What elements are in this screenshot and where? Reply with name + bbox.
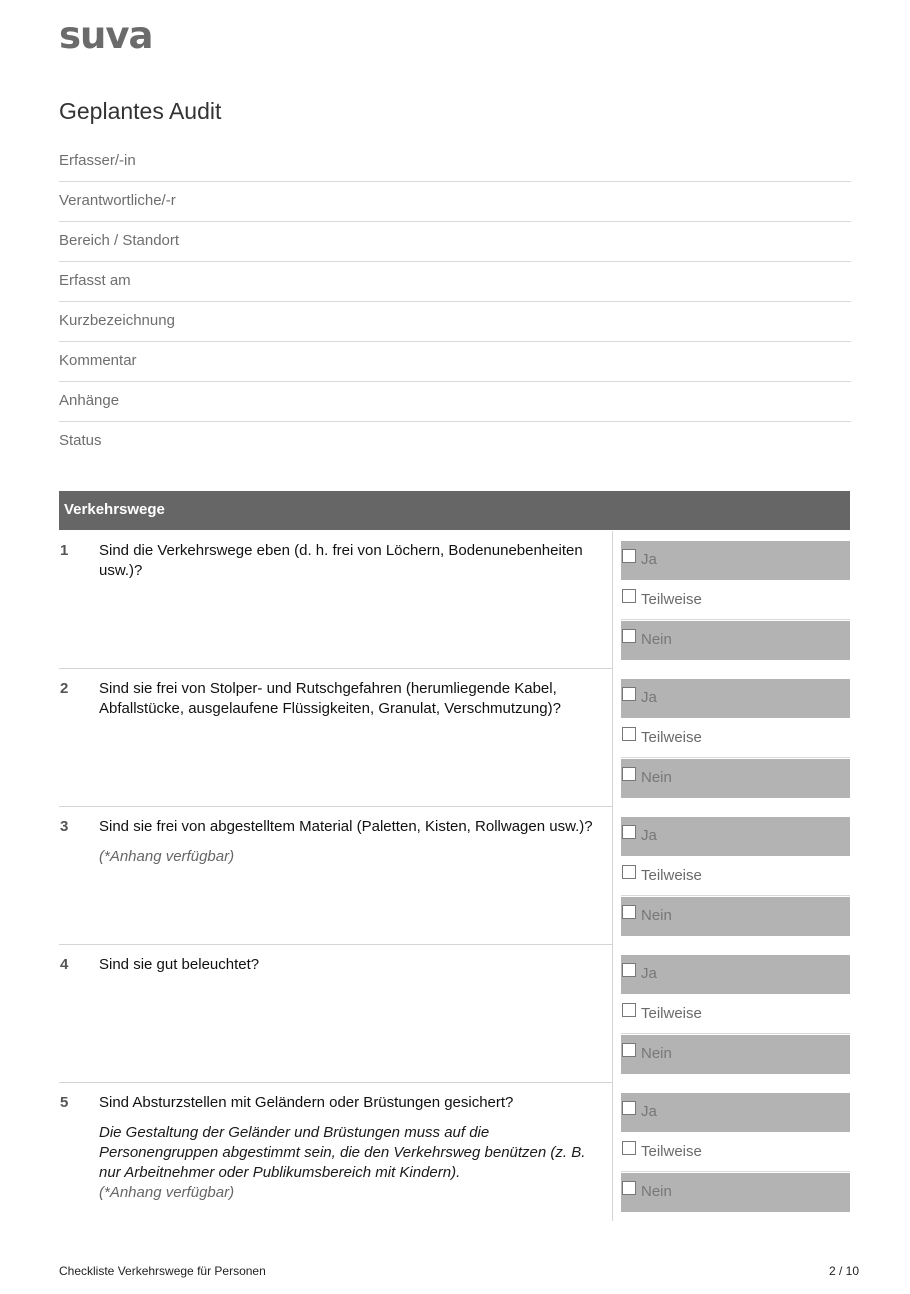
meta-field-status: Status (59, 432, 102, 449)
option-ja[interactable] (621, 541, 850, 580)
option-label: Nein (641, 1183, 672, 1200)
section-header: Verkehrswege (59, 491, 850, 530)
question-number: 4 (60, 956, 69, 973)
option-label: Nein (641, 769, 672, 786)
question-text: Sind sie frei von abgestelltem Material (Paletten, Kisten, Rollwagen usw.)? (99, 818, 593, 835)
question-number: 3 (60, 818, 69, 835)
option-label: Teilweise (641, 591, 702, 608)
option-nein[interactable] (621, 897, 850, 936)
option-teilweise[interactable] (621, 719, 850, 758)
question-text-cell (59, 945, 613, 1083)
option-label: Nein (641, 907, 672, 924)
checkbox[interactable] (622, 825, 636, 839)
checkbox[interactable] (622, 687, 636, 701)
question-text-cell (59, 669, 613, 807)
option-ja[interactable] (621, 817, 850, 856)
question-number: 5 (60, 1094, 69, 1111)
answer-options (621, 679, 850, 799)
answer-options (621, 1093, 850, 1213)
suva-logo: suva (59, 14, 153, 57)
meta-field-erfasser: Erfasser/-in (59, 142, 851, 182)
option-label: Teilweise (641, 1005, 702, 1022)
question-text: Sind die Verkehrswege eben (d. h. frei von Löchern, Bodenunebenheiten usw.)? (99, 542, 583, 579)
meta-field-anhaenge: Anhänge (59, 382, 851, 422)
option-label: Nein (641, 631, 672, 648)
answer-options (621, 541, 850, 661)
question-4 (59, 945, 850, 1083)
meta-field-kommentar: Kommentar (59, 342, 851, 382)
question-text-cell (59, 807, 613, 945)
checkbox[interactable] (622, 1043, 636, 1057)
meta-field-bereich: Bereich / Standort (59, 222, 851, 262)
option-teilweise[interactable] (621, 1133, 850, 1172)
option-label: Teilweise (641, 867, 702, 884)
checkbox[interactable] (622, 1003, 636, 1017)
question-text-cell (59, 531, 613, 669)
option-label: Teilweise (641, 1143, 702, 1160)
option-label: Ja (641, 965, 657, 982)
page-number: 2 / 10 (828, 1264, 859, 1278)
option-label: Ja (641, 689, 657, 706)
answer-options (621, 817, 850, 937)
option-teilweise[interactable] (621, 581, 850, 620)
option-nein[interactable] (621, 1173, 850, 1212)
question-number: 1 (60, 542, 69, 559)
question-text: Sind sie frei von Stolper- und Rutschgefahren (herumliegende Kabel, Abfallstücke, ausgelaufene Flüssigkeiten, Granulat, Verschmutzung)? (99, 680, 561, 717)
answer-options (621, 955, 850, 1075)
option-ja[interactable] (621, 679, 850, 718)
option-nein[interactable] (621, 759, 850, 798)
checkbox[interactable] (622, 905, 636, 919)
option-ja[interactable] (621, 955, 850, 994)
attachment-note: (*Anhang verfügbar) (99, 848, 235, 865)
checkbox[interactable] (622, 865, 636, 879)
meta-field-verantwortliche: Verantwortliche/-r (59, 182, 851, 222)
question-note: Die Gestaltung der Geländer und Brüstungen muss auf die Personengruppen abgestimmt sein, die den Verkehrsweg benützen (z. B. nur Arbeitnehmer oder Publikumsbereich mit Kindern). (99, 1124, 586, 1181)
question-2 (59, 669, 850, 807)
checkbox[interactable] (622, 589, 636, 603)
question-1 (59, 531, 850, 669)
option-label: Teilweise (641, 729, 702, 746)
question-3 (59, 807, 850, 945)
meta-field-kurzbezeichnung: Kurzbezeichnung (59, 302, 851, 342)
checkbox[interactable] (622, 1101, 636, 1115)
question-5 (59, 1083, 850, 1221)
audit-meta-fields (59, 142, 851, 462)
option-ja[interactable] (621, 1093, 850, 1132)
checkbox[interactable] (622, 1141, 636, 1155)
question-text-cell (59, 1083, 613, 1221)
checkbox[interactable] (622, 963, 636, 977)
option-label: Ja (641, 1103, 657, 1120)
checkbox[interactable] (622, 727, 636, 741)
checkbox[interactable] (622, 629, 636, 643)
option-label: Nein (641, 1045, 672, 1062)
option-label: Ja (641, 827, 657, 844)
question-number: 2 (60, 680, 69, 697)
option-teilweise[interactable] (621, 857, 850, 896)
page-title: Geplantes Audit (59, 98, 222, 124)
option-nein[interactable] (621, 621, 850, 660)
checkbox[interactable] (622, 1181, 636, 1195)
checkbox[interactable] (622, 549, 636, 563)
checkbox[interactable] (622, 767, 636, 781)
question-text: Sind Absturzstellen mit Geländern oder Brüstungen gesichert? (99, 1094, 514, 1111)
meta-field-erfasst-am: Erfasst am (59, 262, 851, 302)
option-nein[interactable] (621, 1035, 850, 1074)
question-text: Sind sie gut beleuchtet? (99, 956, 260, 973)
option-teilweise[interactable] (621, 995, 850, 1034)
option-label: Ja (641, 551, 657, 568)
footer-title: Checkliste Verkehrswege für Personen (59, 1264, 266, 1278)
attachment-note: (*Anhang verfügbar) (99, 1184, 235, 1201)
